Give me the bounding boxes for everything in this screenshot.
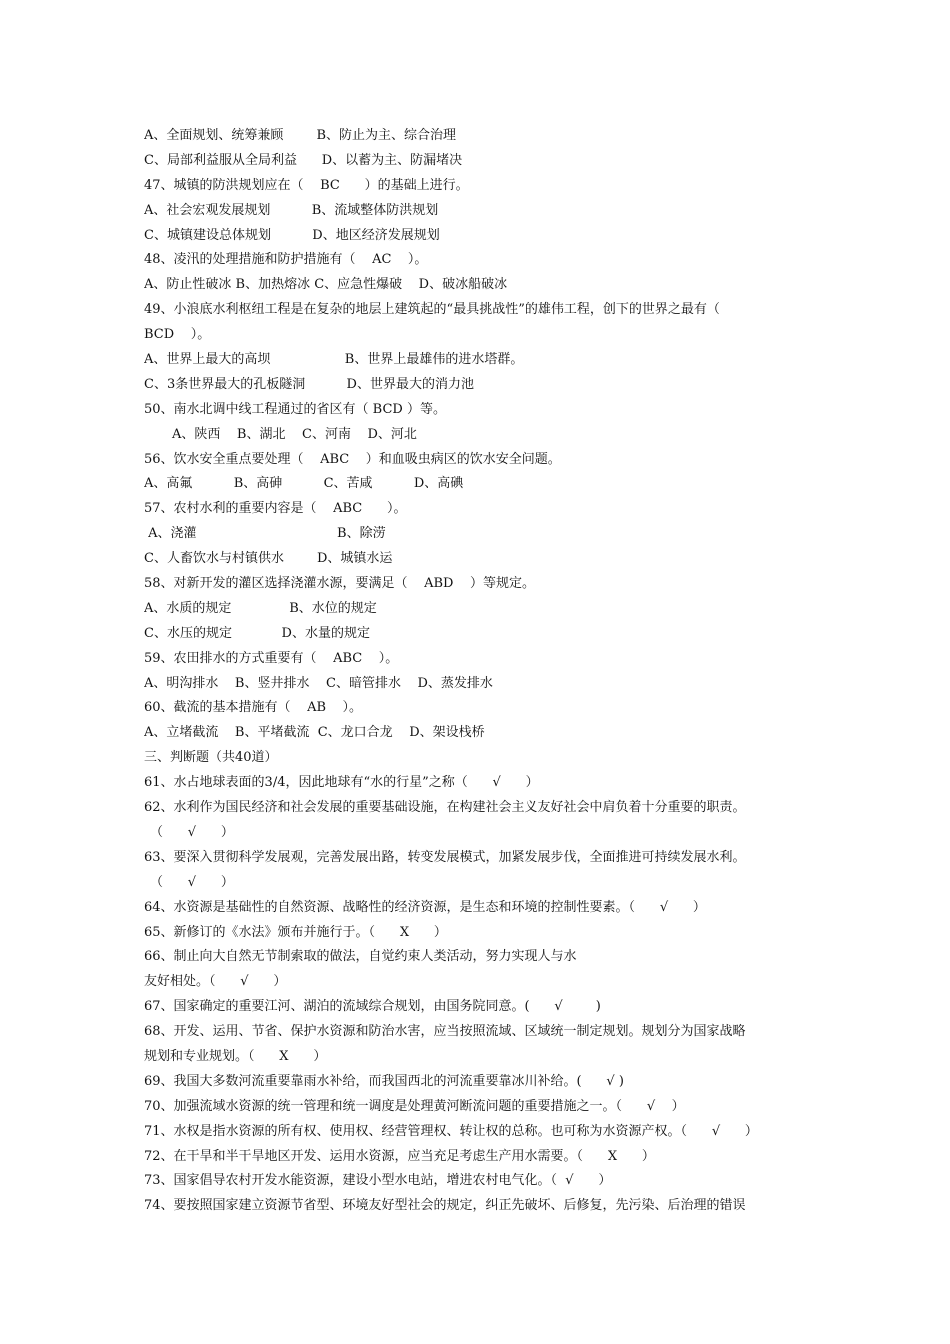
- text-line: （ √ ）: [150, 824, 234, 840]
- text-line: A、明沟排水 B、竖井排水 C、暗管排水 D、蒸发排水: [144, 675, 493, 691]
- text-line: 48、凌汛的处理措施和防护措施有（ AC ）。: [144, 252, 428, 268]
- text-line: 61、水占地球表面的3/4，因此地球有“水的行星”之称（ √ ）: [144, 775, 539, 791]
- text-line: C、水压的规定 D、水量的规定: [144, 625, 370, 641]
- text-line: A、浇灌 B、除涝: [144, 526, 386, 542]
- text-line: C、3条世界最大的孔板隧洞 D、世界最大的消力池: [144, 376, 474, 392]
- text-line: 67、国家确定的重要江河、湖泊的流域综合规划，由国务院同意。( √ ): [144, 999, 601, 1015]
- text-line: 72、在干旱和半干旱地区开发、运用水资源，应当充足考虑生产用水需要。（ X ）: [144, 1148, 655, 1164]
- text-line: A、社会宏观发展规划 B、流域整体防洪规划: [144, 202, 439, 218]
- text-line: 49、小浪底水利枢纽工程是在复杂的地层上建筑起的“最具挑战性”的雄伟工程，创下的世界之最有（: [144, 302, 720, 318]
- text-line: 70、加强流域水资源的统一管理和统一调度是处理黄河断流问题的重要措施之一。（ √ ）: [144, 1098, 685, 1114]
- text-line: 63、要深入贯彻科学发展观，完善发展出路，转变发展模式，加紧发展步伐，全面推进可持续发展水利。: [144, 849, 746, 865]
- text-line: （ √ ）: [150, 874, 234, 890]
- text-line: 60、截流的基本措施有（ AB ）。: [144, 700, 363, 716]
- text-line: BCD ）。: [144, 327, 211, 343]
- text-line: 友好相处。（ √ ）: [144, 974, 287, 990]
- text-line: A、水质的规定 B、水位的规定: [144, 600, 377, 616]
- text-line: 59、农田排水的方式重要有（ ABC ）。: [144, 650, 399, 666]
- text-line: 74、要按照国家建立资源节省型、环境友好型社会的规定，纠正先破坏、后修复，先污染、后治理的错误: [144, 1198, 746, 1214]
- text-line: 规划和专业规划。（ X ）: [144, 1048, 327, 1064]
- text-line: 三、判断题（共40道）: [144, 750, 278, 766]
- text-line: 64、水资源是基础性的自然资源、战略性的经济资源，是生态和环境的控制性要素。（ √ ）: [144, 899, 706, 915]
- text-line: A、世界上最大的高坝 B、世界上最雄伟的进水塔群。: [144, 352, 524, 368]
- text-line: 58、对新开发的灌区选择浇灌水源，要满足（ ABD ）等规定。: [144, 576, 535, 592]
- text-line: 57、农村水利的重要内容是（ ABC ）。: [144, 501, 407, 517]
- text-line: 62、水利作为国民经济和社会发展的重要基础设施，在构建社会主义友好社会中肩负着十分重要的职责。: [144, 800, 746, 816]
- text-line: 65、新修订的《水法》颁布并施行于。（ X ）: [144, 924, 447, 940]
- document-body: [144, 124, 814, 1219]
- text-line: C、局部利益服从全局利益 D、以蓄为主、防漏堵决: [144, 152, 463, 168]
- text-line: A、防止性破冰 B、加热熔冰 C、应急性爆破 D、破冰船破冰: [144, 277, 508, 293]
- text-line: 69、我国大多数河流重要靠雨水补给，而我国西北的河流重要靠冰川补给。( √ ): [144, 1073, 624, 1089]
- text-line: 68、开发、运用、节省、保护水资源和防治水害，应当按照流域、区域统一制定规划。规划分为国家战略: [144, 1024, 746, 1040]
- text-line: A、全面规划、统筹兼顾 B、防止为主、综合治理: [144, 128, 457, 143]
- text-line: A、陕西 B、湖北 C、河南 D、河北: [172, 426, 417, 442]
- text-line: A、立堵截流 B、平堵截流 C、龙口合龙 D、架设栈桥: [144, 725, 485, 741]
- text-line: 73、国家倡导农村开发水能资源，建设小型水电站，增进农村电气化。（ √ ）: [144, 1173, 612, 1189]
- text-line: C、人畜饮水与村镇供水 D、城镇水运: [144, 551, 393, 567]
- text-line: C、城镇建设总体规划 D、地区经济发展规划: [144, 227, 440, 243]
- text-line: 56、饮水安全重点要处理（ ABC ）和血吸虫病区的饮水安全问题。: [144, 451, 561, 467]
- text-line: 50、南水北调中线工程通过的省区有（ BCD ）等。: [144, 401, 446, 417]
- text-line: 47、城镇的防洪规划应在（ BC ）的基础上进行。: [144, 177, 469, 193]
- text-line: 71、水权是指水资源的所有权、使用权、经营管理权、转让权的总称。也可称为水资源产权。（ √ ）: [144, 1123, 758, 1139]
- text-line: 66、制止向大自然无节制索取的做法，自觉约束人类活动，努力实现人与水: [144, 949, 577, 965]
- text-line: A、高氟 B、高砷 C、苦咸 D、高碘: [144, 476, 464, 492]
